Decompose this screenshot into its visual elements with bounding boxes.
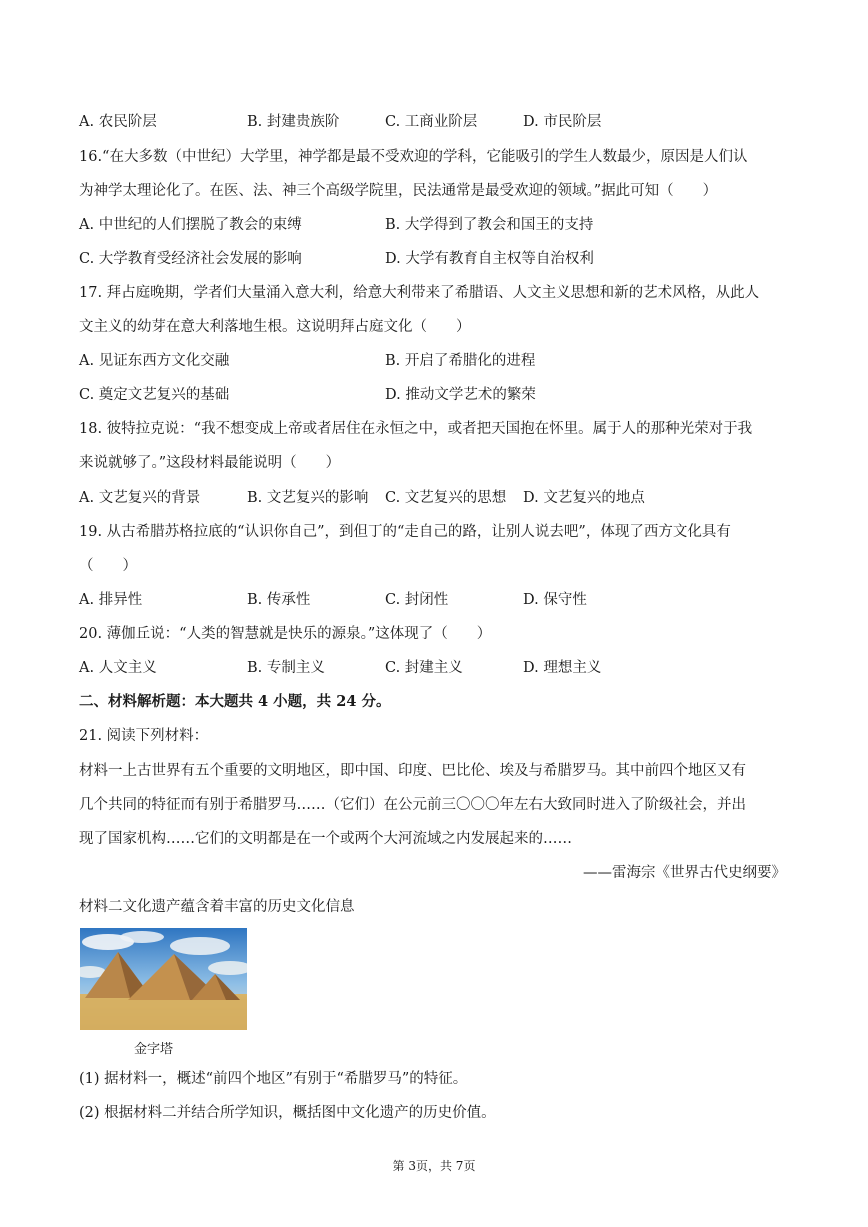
q16-stem-line1: 16.“在大多数（中世纪）大学里，神学都是最不受欢迎的学科，它能吸引的学生人数最少，原因是人们认 — [79, 149, 748, 165]
q20-option-d: D. 理想主义 — [523, 660, 602, 676]
page-number: 第 3页，共 7页 — [392, 1159, 476, 1173]
q19-stem-line1: 19. 从古希腊苏格拉底的“认识你自己”，到但丁的“走自己的路，让别人说去吧”，体现了西方文化具有 — [79, 524, 731, 540]
q19-option-c: C. 封闭性 — [385, 592, 449, 608]
q19-stem-line2: （ ） — [79, 558, 137, 574]
q20-option-b: B. 专制主义 — [247, 660, 325, 676]
q18-option-d: D. 文艺复兴的地点 — [523, 490, 645, 506]
q21-sub-question-1: (1) 据材料一，概述“前四个地区”有别于“希腊罗马”的特征。 — [79, 1071, 468, 1087]
q18-stem-line1: 18. 彼特拉克说：“我不想变成上帝或者居住在永恒之中，或者把天国抱在怀里。属于人的那种光荣对于我 — [79, 421, 753, 437]
q19-option-a: A. 排异性 — [79, 592, 143, 608]
section-heading: 二、材料解析题：本大题共 4 小题，共 24 分。 — [79, 693, 391, 710]
q18-stem-line2: 来说就够了。”这段材料最能说明（ ） — [79, 455, 341, 471]
q16-stem-line2: 为神学太理论化了。在医、法、神三个高级学院里，民法通常是最受欢迎的领域。”据此可知（ ） — [79, 183, 718, 199]
q16-option-a: A. 中世纪的人们摆脱了教会的束缚 — [79, 217, 302, 233]
q16-option-b: B. 大学得到了教会和国王的支持 — [385, 217, 594, 233]
q17-stem-line1: 17. 拜占庭晚期，学者们大量涌入意大利，给意大利带来了希腊语、人文主义思想和新的艺术风格，从此人 — [79, 285, 760, 301]
pyramids-image — [80, 928, 247, 1030]
q15-options — [79, 112, 799, 132]
q19-option-b: B. 传承性 — [247, 592, 311, 608]
cloud — [120, 931, 164, 943]
q17-options-row1 — [79, 351, 799, 371]
q17-options-row2 — [79, 385, 799, 405]
image-caption: 金字塔 — [134, 1042, 174, 1057]
q19-options — [79, 590, 799, 610]
q20-option-c: C. 封建主义 — [385, 660, 463, 676]
foreground-sand — [80, 1000, 247, 1030]
q17-option-c: C. 奠定文艺复兴的基础 — [79, 387, 230, 403]
q18-options — [79, 488, 799, 508]
q20-stem: 20. 薄伽丘说：“人类的智慧就是快乐的源泉。”这体现了（ ） — [79, 626, 492, 642]
q15-option-b: B. 封建贵族阶 — [247, 114, 340, 130]
q21-material1-source: ——雷海宗《世界古代史纲要》 — [583, 865, 786, 881]
cloud — [170, 937, 230, 955]
q17-option-a: A. 见证东西方文化交融 — [79, 353, 230, 369]
q21-material1-line1: 材料一上古世界有五个重要的文明地区，即中国、印度、巴比伦、埃及与希腊罗马。其中前四个地区又有 — [79, 763, 746, 779]
q18-option-a: A. 文艺复兴的背景 — [79, 490, 201, 506]
q21-material2: 材料二文化遗产蕴含着丰富的历史文化信息 — [79, 899, 355, 915]
q21-material1-line3: 现了国家机构……它们的文明都是在一个或两个大河流域之内发展起来的…… — [79, 831, 572, 847]
q20-option-a: A. 人文主义 — [79, 660, 157, 676]
q15-option-d: D. 市民阶层 — [523, 114, 602, 130]
q16-options-row1 — [79, 215, 799, 235]
q18-option-b: B. 文艺复兴的影响 — [247, 490, 369, 506]
q15-option-c: C. 工商业阶层 — [385, 114, 478, 130]
q17-stem-line2: 文主义的幼芽在意大利落地生根。这说明拜占庭文化（ ） — [79, 319, 471, 335]
q21-intro: 21. 阅读下列材料： — [79, 728, 209, 744]
q16-option-d: D. 大学有教育自主权等自治权利 — [385, 251, 594, 267]
q21-material1-line2: 几个共同的特征而有别于希腊罗马……（它们）在公元前三〇〇〇年左右大致同时进入了阶级社会，并出 — [79, 797, 746, 813]
q19-option-d: D. 保守性 — [523, 592, 587, 608]
q21-sub-question-2: (2) 根据材料二并结合所学知识，概括图中文化遗产的历史价值。 — [79, 1105, 496, 1121]
q16-options-row2 — [79, 249, 799, 269]
q20-options — [79, 658, 799, 678]
q15-option-a: A. 农民阶层 — [79, 114, 157, 130]
q16-option-c: C. 大学教育受经济社会发展的影响 — [79, 251, 302, 267]
q18-option-c: C. 文艺复兴的思想 — [385, 490, 507, 506]
q17-option-b: B. 开启了希腊化的进程 — [385, 353, 536, 369]
q17-option-d: D. 推动文学艺术的繁荣 — [385, 387, 536, 403]
